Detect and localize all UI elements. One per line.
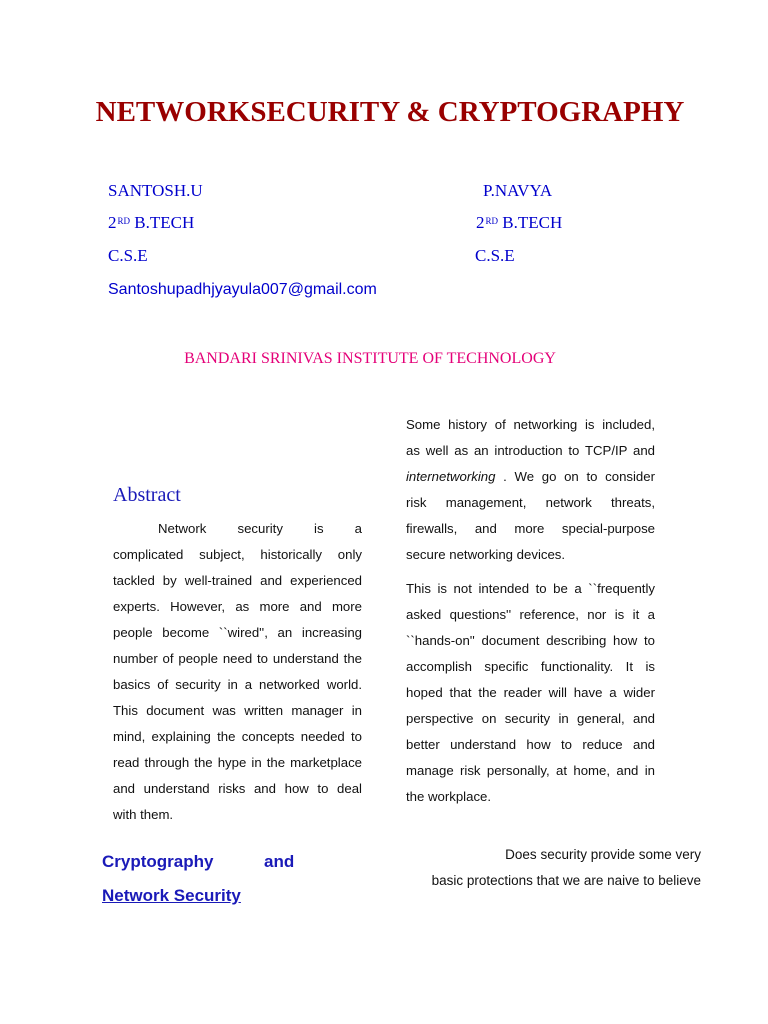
right-line-italic: internetworking . We go on to consider bbox=[406, 469, 655, 484]
bottom-right-line: Does security provide some very bbox=[505, 847, 701, 862]
right-line: manage risk personally, at home, and in bbox=[406, 763, 655, 778]
right-line: as well as an introduction to TCP/IP and bbox=[406, 443, 655, 458]
right-line: firewalls, and more special-purpose bbox=[406, 521, 655, 536]
section-heading-line-2: Network Security bbox=[102, 886, 241, 905]
abstract-line: read through the hype in the marketplace bbox=[113, 755, 362, 770]
right-line: secure networking devices. bbox=[406, 547, 566, 562]
right-paragraph-1 bbox=[406, 412, 655, 568]
bottom-right-text bbox=[432, 842, 701, 894]
bottom-right-line: basic protections that we are naive to believe bbox=[431, 873, 701, 888]
right-line: ``hands-on'' document describing how to bbox=[406, 633, 655, 648]
abstract-line: number of people need to understand the bbox=[113, 651, 362, 666]
abstract-line: experts. However, as more and more bbox=[113, 599, 362, 614]
abstract-line: and understand risks and how to deal bbox=[113, 781, 362, 796]
abstract-line: complicated subject, historically only bbox=[113, 547, 362, 562]
italic-term: internetworking bbox=[406, 469, 496, 484]
author-1-name: SANTOSH.U bbox=[108, 181, 203, 200]
right-line: risk management, network threats, bbox=[406, 495, 655, 510]
abstract-line: people become ``wired'', an increasing bbox=[113, 625, 362, 640]
abstract-line: basics of security in a networked world. bbox=[113, 677, 362, 692]
abstract-line: mind, explaining the concepts needed to bbox=[113, 729, 362, 744]
right-line: better understand how to reduce and bbox=[406, 737, 655, 752]
right-line: asked questions'' reference, nor is it a bbox=[406, 607, 655, 622]
author-2-dept: C.S.E bbox=[475, 246, 515, 265]
author-2-name: P.NAVYA bbox=[483, 181, 553, 200]
section-heading-line-1: Cryptography and bbox=[102, 852, 295, 871]
abstract-line: This document was written manager in bbox=[113, 703, 362, 718]
abstract-body bbox=[113, 516, 362, 828]
right-line: perspective on security in general, and bbox=[406, 711, 655, 726]
right-line: accomplish specific functionality. It is bbox=[406, 659, 655, 674]
abstract-line: tackled by well-trained and experienced bbox=[113, 573, 362, 588]
right-line: hoped that the reader will have a wider bbox=[406, 685, 655, 700]
paper-title: NETWORKSECURITY & CRYPTOGRAPHY bbox=[95, 96, 685, 128]
institute-name: BANDARI SRINIVAS INSTITUTE OF TECHNOLOGY bbox=[184, 350, 556, 367]
author-1-email: Santoshupadhjyayula007@gmail.com bbox=[108, 281, 377, 298]
section-heading bbox=[102, 845, 326, 913]
author-1-dept: C.S.E bbox=[108, 246, 148, 265]
right-line: This is not intended to be a ``frequently bbox=[406, 581, 655, 596]
right-line: the workplace. bbox=[406, 789, 492, 804]
right-column bbox=[406, 412, 655, 810]
author-2-year: 2RD B.TECH bbox=[476, 213, 563, 232]
right-paragraph-2 bbox=[406, 576, 655, 810]
abstract-heading: Abstract bbox=[113, 484, 181, 506]
abstract-line: with them. bbox=[113, 807, 174, 822]
right-line: Some history of networking is included, bbox=[406, 417, 655, 432]
author-1-year: 2RD B.TECH bbox=[108, 213, 195, 232]
abstract-line: Network security is a bbox=[158, 521, 362, 536]
